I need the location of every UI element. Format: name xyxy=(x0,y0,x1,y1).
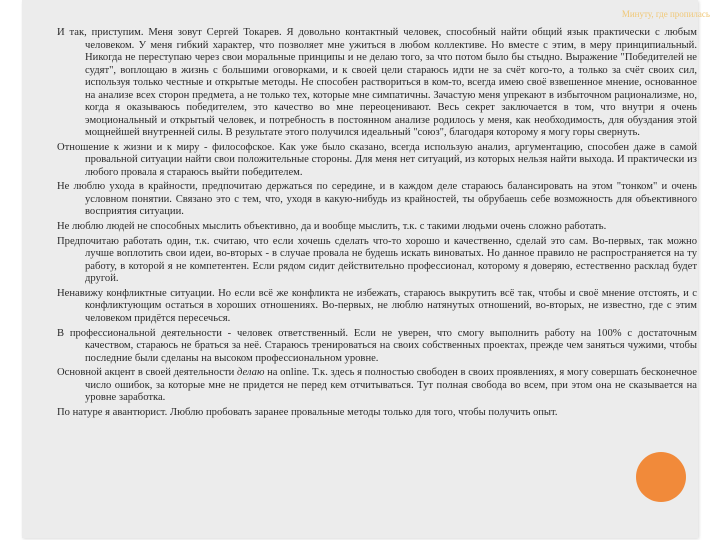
online-focus-text-start: Основной акцент в своей деятельности xyxy=(57,367,237,379)
paragraph-professional-responsibility: В профессиональной деятельности - человек ответственный. Если не уверен, что смогу выполнить работу на 100% с достаточным качеством, стараюсь не браться за неё. Стараюсь тренироваться на своих собственных проектах, прежде чем заняться чужими, чтобы последние были сделаны на высоком профессиональном уровне. xyxy=(57,327,697,364)
paragraph-online-focus xyxy=(57,367,697,405)
paragraph-working-alone: Предпочитаю работать один, т.к. считаю, что если хочешь сделать что-то хорошо и качественно, сделай это сам. Во-первых, так можно лучше воплотить свои идеи, во-вторых - в случае провала не будешь искать виноватых. Но данное правило не распространяется на ту работу, в которой я не компетентен. Если рядом сидит действительно профессионал, которому я доверяю, естественно расклад будет другой. xyxy=(57,235,697,285)
orange-accent-circle xyxy=(636,452,686,502)
online-focus-emphasis: делаю xyxy=(236,367,265,379)
slide-title: Минуту, где пропилась xyxy=(621,9,710,19)
text-body xyxy=(57,27,697,422)
paragraph-conflicts: Ненавижу конфликтные ситуации. Но если всё же конфликта не избежать, стараюсь выкрутить всё так, чтобы и своё мнение отстоять, и с конфликтующим остаться в хороших отношениях. Во-первых, не люблю натянутых отношений, во-вторых, не известно, где с этим человеком придётся пересечься. xyxy=(57,287,697,324)
paragraph-objective-thinking: Не люблю людей не способных мыслить объективно, да и вообще мыслить, т.к. с такими людьми очень сложно работать. xyxy=(57,221,607,233)
paragraph-extremes: Не люблю ухода в крайности, предпочитаю держаться по середине, и в каждом деле стараюсь балансировать на этом "тонком" и очень условном понятии. Связано это с тем, что, уходя в какую-нибудь из крайностей, ты обрубаешь себе возможность для объективного восприятия ситуации. xyxy=(57,181,697,218)
paragraph-attitude-to-life: Отношение к жизни и к миру - философское. Как уже было сказано, всегда использую анализ, аргументацию, способен даже в самой провальной ситуации найти свои положительные стороны. Для меня нет ситуаций, из которых нельзя найти выхода. И практически из любого провала я стараюсь выйти победителем. xyxy=(57,141,697,178)
online-focus-text-end: на online. Т.к. здесь я полностью свободен в своих проявлениях, я могу совершать бесконечное число ошибок, за которые мне не придется не перед кем отчитываться. Тут полная свобода во всем, при этом она не сказывается на уровне заработка. xyxy=(85,367,698,404)
paragraph-introduction: И так, приступим. Меня зовут Сергей Токарев. Я довольно контактный человек, способный найти общий язык практически с любым человеком. У меня гибкий характер, что позволяет мне ужиться в любом коллективе. Но вместе с этим, в меру принципиальный. Никогда не переступаю через свои моральные принципы и не делаю того, за что потом было бы стыдно. Выражение "Победителей не судят", воплощаю в жизнь с большими оговорками, и к своей цели стараюсь идти не за счёт кого-то, а только за счёт своих сил, используя только честные и открытые методы. Не способен раствориться в ком-то, всегда имею своё взвешенное мнение, основанное на анализе всех сторон предмета, а не только тех, которые мне симпатичны. Зачастую меня упрекают в избыточном рационализме, но, когда я оказываюсь победителем, это качество во мне переоценивают. Весь секрет заключается в том, что внутри я очень эмоциональный и открытый человек, и потребность в постоянном анализе родилось у меня, как необходимость, для обуздания этой мощнейшей внутренней силы. В результате этого получился идеальный "союз", благодаря которому я могу горы свернуть. xyxy=(57,27,697,138)
paragraph-adventurer: По натуре я авантюрист. Люблю пробовать заранее провальные методы только для того, чтобы получить опыт. xyxy=(57,407,558,418)
